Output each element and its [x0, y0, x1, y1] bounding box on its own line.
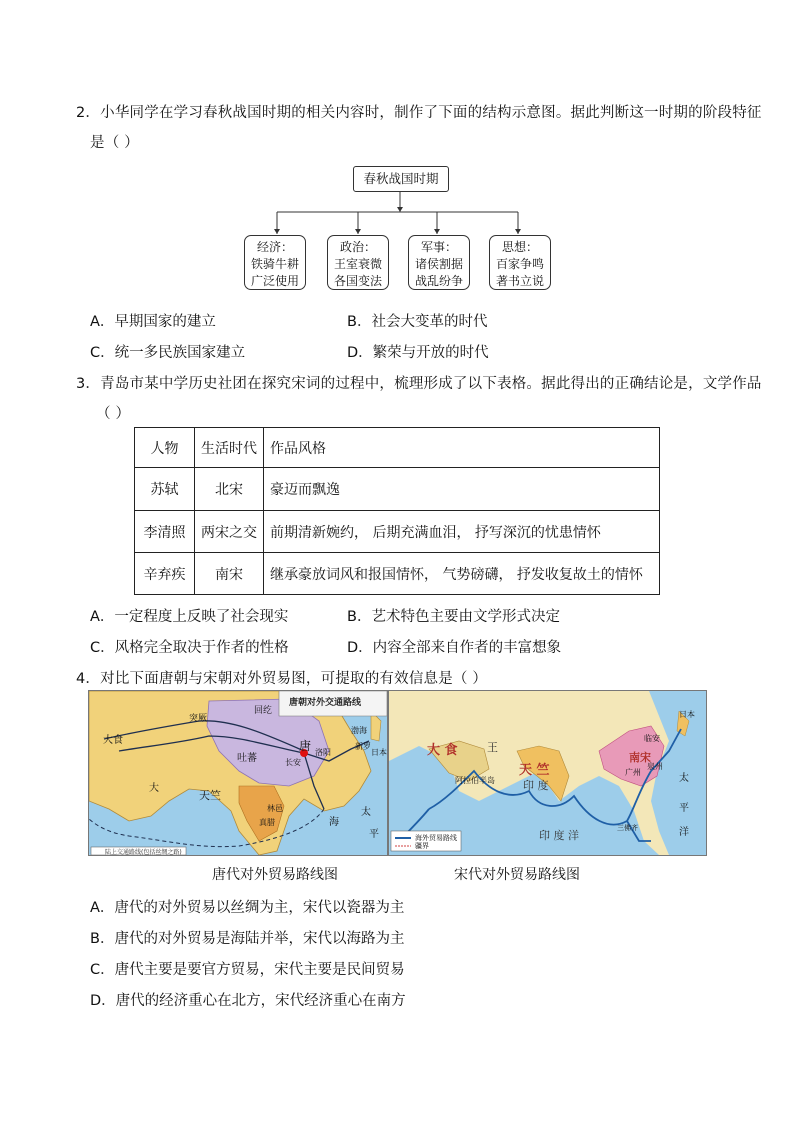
- q3-option-d[interactable]: D．内容全部来自作者的丰富想象: [347, 640, 562, 656]
- q2-stem-line1: 2．小华同学在学习春秋战国时期的相关内容时，制作了下面的结构示意图。据此判断这一时期的阶段特征: [76, 105, 762, 121]
- q4-option-c[interactable]: C．唐代主要是要官方贸易，宋代主要是民间贸易: [90, 962, 405, 978]
- tang-trade-map: [88, 690, 388, 856]
- q4-stem: 4．对比下面唐朝与宋朝对外贸易图，可提取的有效信息是（ ）: [76, 671, 488, 687]
- tubo-label: 吐蕃: [237, 753, 257, 764]
- q3-table: [134, 427, 660, 595]
- tang-map-title: 唐朝对外交通路线: [289, 698, 362, 708]
- song-japan-label: 日本: [679, 710, 695, 719]
- song-trade-map: [388, 690, 707, 856]
- sanfoqi-label: 三佛齐: [617, 824, 638, 832]
- thought-title: 思想：: [501, 240, 538, 254]
- table-cell: 李清照: [135, 511, 195, 553]
- diagram-box-economy: [244, 235, 306, 290]
- diagram-box-military: [408, 235, 470, 290]
- table-row: [135, 468, 660, 511]
- diagram-box-politics: [327, 235, 389, 290]
- thought-line2: 著书立说: [495, 274, 544, 288]
- table-cell: 豪迈而飘逸: [264, 468, 660, 511]
- military-line1: 诸侯割据: [414, 257, 463, 271]
- table-cell: 南宋: [195, 553, 264, 595]
- tang-map-drawing: [89, 691, 387, 855]
- tianzhu-label: 天竺: [199, 789, 221, 802]
- table-cell: 两宋之交: [195, 511, 264, 553]
- zhenla-label: 真腊: [259, 818, 275, 827]
- tang-map-legend: 陆上交通路线(包括丝绸之路): [105, 849, 182, 856]
- quanzhou-label: 泉州: [647, 762, 663, 771]
- table-cell: 前期清新婉约， 后期充满血泪， 抒写深沉的忧患情怀: [264, 511, 660, 553]
- q2-option-a[interactable]: A．早期国家的建立: [90, 314, 216, 330]
- q3-option-a[interactable]: A．一定程度上反映了社会现实: [90, 609, 289, 625]
- economy-title: 经济：: [256, 240, 293, 254]
- table-cell: 北宋: [195, 468, 264, 511]
- luoyang-label: 洛阳: [315, 748, 331, 757]
- q3-option-c[interactable]: C．风格完全取决于作者的性格: [90, 640, 289, 656]
- song-dashi-label: 大 食: [427, 743, 458, 758]
- song-tianzhu-label: 天 竺: [519, 763, 550, 778]
- table-header-row: [135, 428, 660, 468]
- q2-stem-line2: 是（ ）: [90, 135, 139, 151]
- tang-label: 唐: [299, 739, 312, 753]
- guangzhou-label: 广州: [625, 768, 641, 777]
- table-row: [135, 511, 660, 553]
- linyi-label: 林邑: [267, 804, 283, 813]
- politics-line1: 王室衰微: [333, 257, 382, 271]
- xinluo-label: 新罗: [355, 742, 371, 751]
- q3-stem-line2: （ ）: [96, 406, 131, 422]
- song-legend-border: 疆界: [415, 842, 429, 850]
- tang-map-caption: 唐代对外贸易路线图: [212, 867, 338, 883]
- table-row: [135, 553, 660, 595]
- military-line2: 战乱纷争: [414, 274, 463, 288]
- song-ocean-ping: 平: [679, 803, 689, 814]
- tang-ocean-tai: 太: [361, 807, 371, 818]
- changan-label: 长安: [285, 758, 301, 767]
- q2-option-c[interactable]: C．统一多民族国家建立: [90, 345, 246, 361]
- table-header-cell: 人物: [135, 428, 195, 468]
- tang-ocean-ping: 平: [369, 829, 379, 840]
- military-title: 军事：: [420, 240, 457, 254]
- q4-option-a[interactable]: A．唐代的对外贸易以丝绸为主，宋代以瓷器为主: [90, 900, 405, 916]
- song-nansong-label: 南宋: [629, 751, 651, 764]
- da-label: 大: [149, 783, 159, 794]
- economy-line1: 铁骑牛耕: [250, 257, 299, 271]
- thought-line1: 百家争鸣: [495, 257, 544, 271]
- japan-label: 日本: [371, 748, 387, 757]
- dashi-label: 大食: [103, 735, 123, 746]
- diagram-box-thought: [489, 235, 551, 290]
- bohai-label: 渤海: [351, 726, 367, 735]
- song-ocean-tai: 太: [679, 773, 689, 784]
- q4-option-d[interactable]: D．唐代的经济重心在北方，宋代经济重心在南方: [90, 993, 406, 1009]
- table-cell: 辛弃疾: [135, 553, 195, 595]
- diagram-root-box: 春秋战国时期: [353, 166, 449, 192]
- huige-label: 回纥: [254, 706, 273, 716]
- table-header-cell: 生活时代: [195, 428, 264, 468]
- q4-option-b[interactable]: B．唐代的对外贸易是海陆并举，宋代以海路为主: [90, 931, 405, 947]
- tujue-label: 突厥: [189, 714, 208, 724]
- economy-line2: 广泛使用: [250, 274, 299, 288]
- politics-line2: 各国变法: [333, 274, 382, 288]
- song-map-caption: 宋代对外贸易路线图: [454, 867, 580, 883]
- song-indian-ocean-label: 印 度 洋: [539, 829, 579, 842]
- table-header-cell: 作品风格: [264, 428, 660, 468]
- q2-option-b[interactable]: B．社会大变革的时代: [347, 314, 488, 330]
- politics-title: 政治：: [339, 240, 376, 254]
- q2-option-d[interactable]: D．繁荣与开放的时代: [347, 345, 489, 361]
- linan-label: 临安: [644, 734, 660, 743]
- q3-option-b[interactable]: B．艺术特色主要由文学形式决定: [347, 609, 560, 625]
- table-cell: 继承豪放词风和报国情怀， 气势磅礴， 抒发收复故土的情怀: [264, 553, 660, 595]
- song-legend-route: 海外贸易路线: [415, 834, 457, 842]
- song-yindu-label: 印 度: [523, 779, 549, 792]
- arab-label: 阿拉伯半岛: [455, 776, 495, 785]
- song-ocean-yang: 洋: [679, 827, 689, 838]
- q3-stem-line1: 3．青岛市某中学历史社团在探究宋词的过程中，梳理形成了以下表格。据此得出的正确结论是，文学作品: [76, 376, 762, 392]
- tang-ocean-hai: 海: [329, 817, 339, 828]
- song-wang-label: 王: [487, 741, 498, 754]
- table-cell: 苏轼: [135, 468, 195, 511]
